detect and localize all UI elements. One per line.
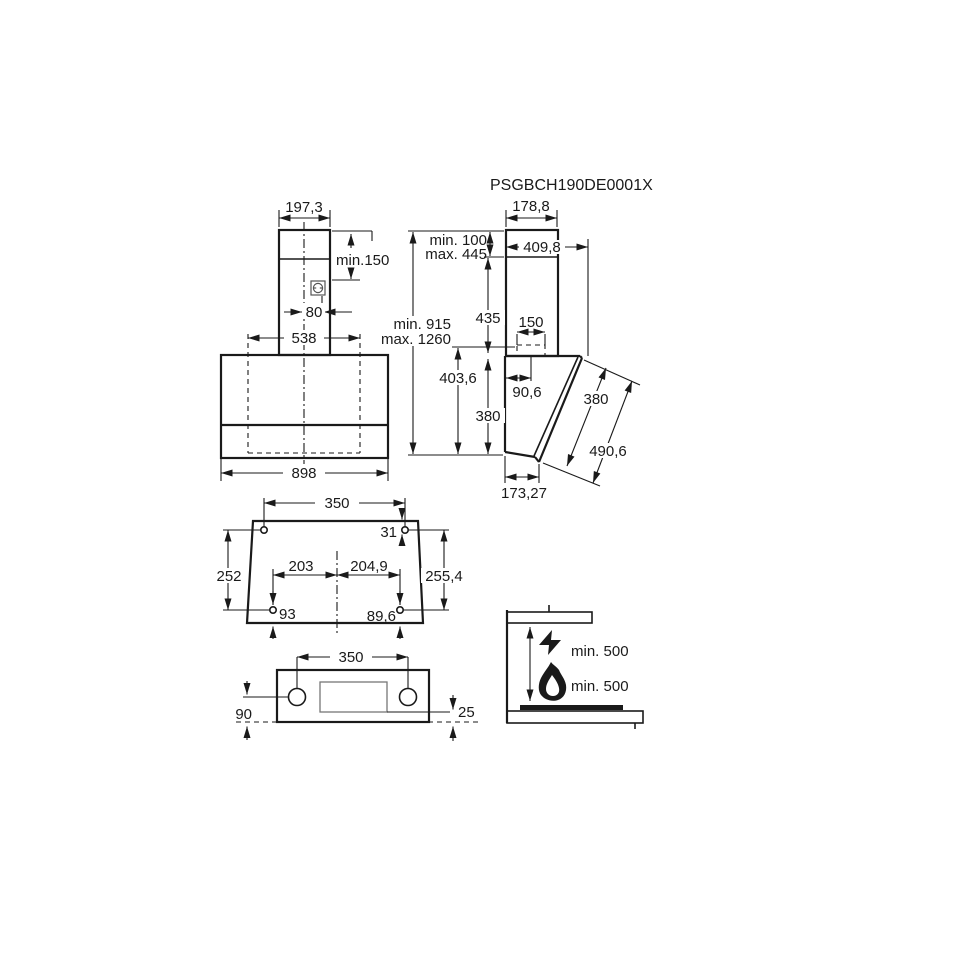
counter-bar: [507, 711, 643, 723]
dim-total-depth: 409,8: [523, 239, 561, 256]
dim-right-hole-offset: 204,9: [350, 558, 388, 575]
electric-clearance-label: min. 500: [571, 643, 629, 660]
mounting-hole-bottom-left: [270, 607, 276, 613]
flame-icon: [539, 662, 566, 701]
dim-body-width: 898: [291, 465, 317, 482]
dim-chimney-width: 197,3: [285, 199, 323, 216]
dim-overall-height-min: min. 915: [393, 316, 451, 333]
dim-panel-inner-length: 380: [583, 391, 609, 408]
dim-panel-length: 490,6: [589, 443, 627, 460]
dim-chimney-depth: 178,8: [512, 198, 550, 215]
dim-body-height: 403,6: [439, 370, 477, 387]
drawing-code: PSGBCH190DE0001X: [490, 177, 653, 194]
dim-chimney-min-height: min.150: [336, 252, 390, 269]
front-view: [221, 199, 389, 482]
mounting-hole-top-left: [261, 527, 267, 533]
dim-bottom-right-hole: 89,6: [366, 608, 396, 625]
dim-overall-height-max: max. 1260: [380, 331, 451, 348]
bottom-outline: [277, 670, 429, 722]
dim-top-holes-spacing: 350: [324, 495, 350, 512]
dim-bottom-right-offset: 25: [458, 704, 475, 721]
mounting-hole-top-right: [402, 527, 408, 533]
dim-chimney-height: 435: [475, 310, 501, 327]
dim-outlet-offset: 80: [305, 304, 323, 321]
side-body-outline: [505, 356, 582, 462]
side-view: [381, 198, 640, 502]
dim-telescopic-min: min. 100: [429, 232, 487, 249]
dim-right-holes-height: 255,4: [425, 568, 463, 585]
dim-bottom-left-offset: 90: [235, 706, 252, 723]
dim-bottom-left-hole: 93: [279, 606, 296, 623]
dim-bracket-width: 538: [291, 330, 317, 347]
duct-outlet: [517, 345, 545, 356]
dim-bottom-holes-spacing: 350: [338, 649, 364, 666]
mounting-hole-bottom-right: [397, 607, 403, 613]
cooktop-surface: [520, 705, 623, 710]
bottom-view: [235, 649, 482, 741]
dim-duct-width: 150: [518, 314, 544, 331]
dim-back-height: 380: [475, 408, 501, 425]
hood-bottom-bar: [507, 612, 592, 623]
clearance-diagram: [507, 605, 643, 729]
gas-clearance-label: min. 500: [571, 678, 629, 695]
filter-panel: [320, 682, 387, 712]
bottom-hole-left: [289, 689, 306, 706]
bottom-hole-right: [400, 689, 417, 706]
dim-bottom-depth: 173,27: [501, 485, 547, 502]
lightning-icon: [539, 630, 561, 655]
dim-left-hole-offset: 203: [288, 558, 314, 575]
dim-telescopic-max: max. 445: [425, 246, 487, 263]
dim-hole-edge-offset: 31: [380, 524, 397, 541]
mounting-template-view: [210, 495, 467, 639]
dim-left-holes-height: 252: [216, 568, 242, 585]
dim-duct-offset: 90,6: [512, 384, 542, 401]
